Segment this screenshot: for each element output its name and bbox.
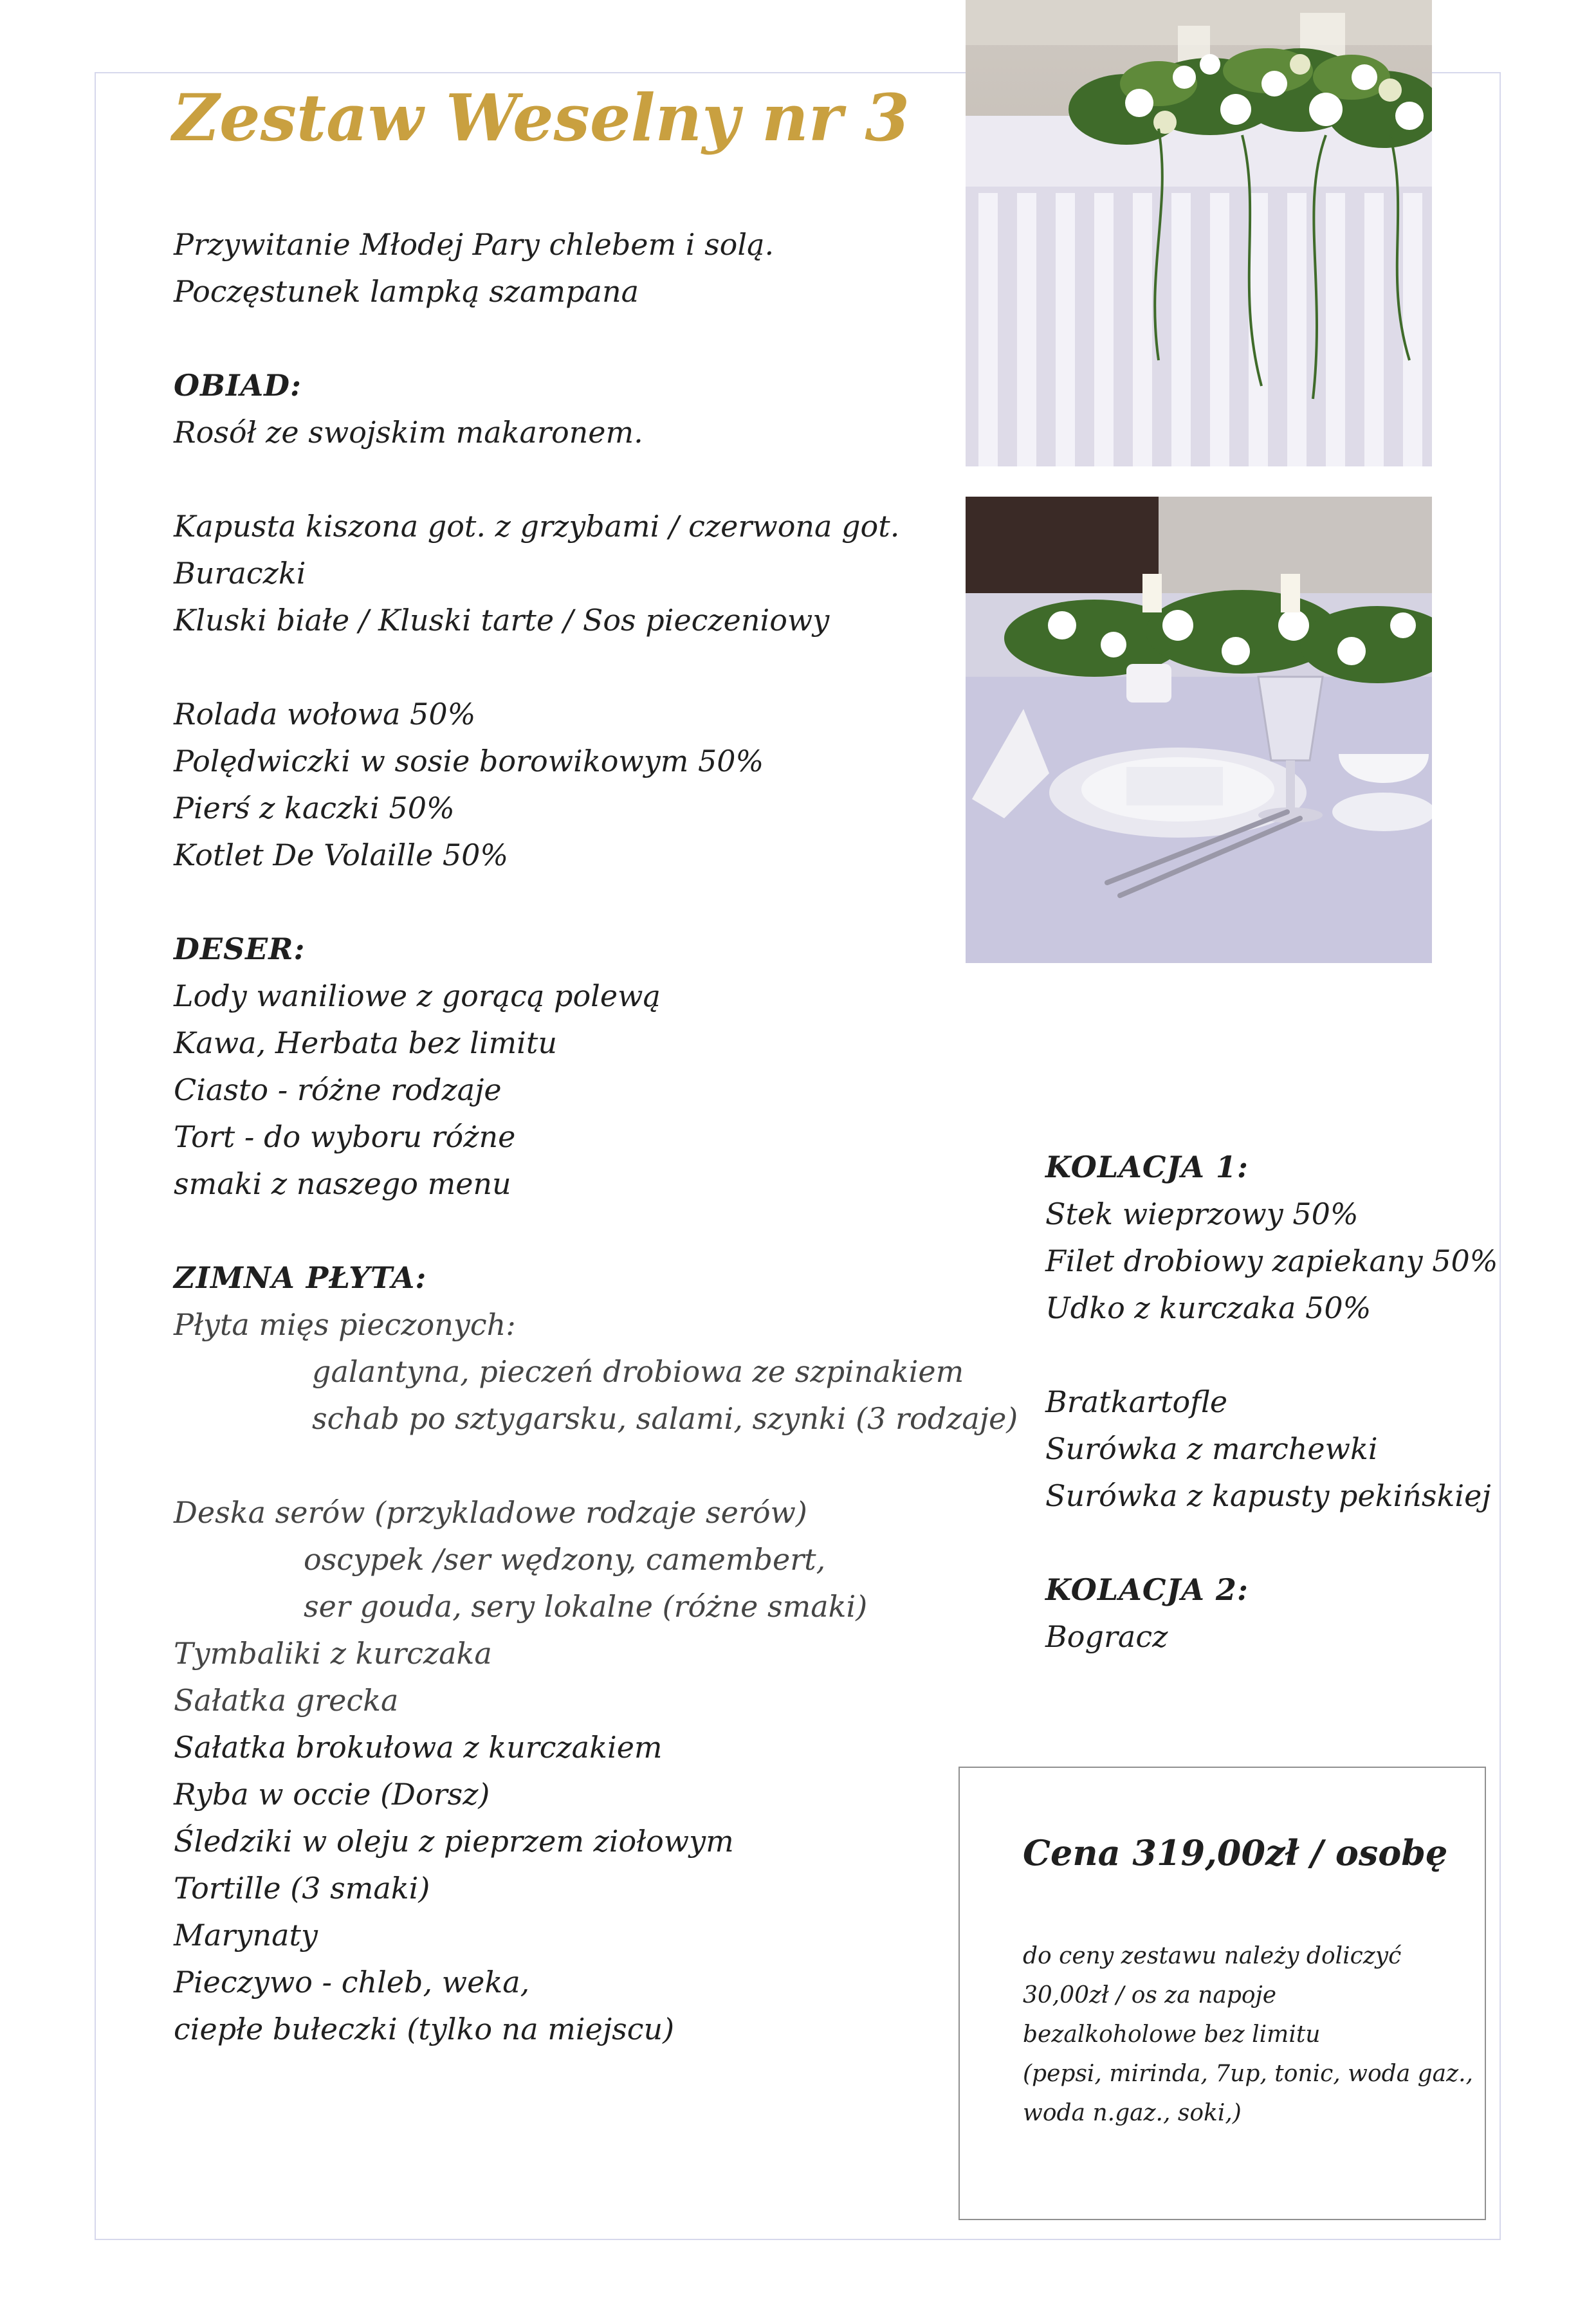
menu-item: Polędwiczki w sosie borowikowym 50% bbox=[174, 744, 764, 778]
table-setting-photo bbox=[966, 497, 1432, 963]
welcome-line: Przywitanie Młodej Pary chlebem i solą. bbox=[174, 227, 775, 262]
menu-item: Tortille (3 smaki) bbox=[174, 1871, 430, 1906]
menu-item: Kawa, Herbata bez limitu bbox=[174, 1025, 557, 1060]
kolacja1-heading: KOLACJA 1: bbox=[1045, 1150, 1249, 1184]
menu-item: Stek wieprzowy 50% bbox=[1045, 1197, 1359, 1231]
price-label: Cena 319,00zł / osobę bbox=[1023, 1832, 1448, 1873]
menu-item: Tymbaliki z kurczaka bbox=[174, 1636, 492, 1671]
menu-item: Buraczki bbox=[174, 556, 306, 591]
menu-item: Bogracz bbox=[1045, 1619, 1168, 1654]
menu-subitem: oscypek /ser wędzony, camembert, bbox=[304, 1542, 826, 1577]
price-note-line: bezalkoholowe bez limitu bbox=[1023, 2021, 1321, 2048]
menu-item: Kapusta kiszona got. z grzybami / czerwona got. bbox=[174, 509, 900, 544]
menu-item: Surówka z kapusty pekińskiej bbox=[1045, 1478, 1491, 1513]
obiad-heading: OBIAD: bbox=[174, 368, 302, 403]
menu-item: Pierś z kaczki 50% bbox=[174, 791, 455, 825]
menu-item: Rosół ze swojskim makaronem. bbox=[174, 415, 643, 450]
menu-subitem: schab po sztygarsku, salami, szynki (3 rodzaje) bbox=[312, 1401, 1018, 1436]
menu-item: Sałatka grecka bbox=[174, 1683, 399, 1718]
price-note-line: 30,00zł / os za napoje bbox=[1023, 1982, 1277, 2008]
menu-item: Udko z kurczaka 50% bbox=[1045, 1291, 1371, 1325]
page-title: Zestaw Weselny nr 3 bbox=[172, 80, 910, 156]
price-note bbox=[1023, 1936, 1473, 2133]
menu-item: Płyta mięs pieczonych: bbox=[174, 1307, 516, 1342]
menu-item: Marynaty bbox=[174, 1918, 318, 1953]
menu-item: Tort - do wyboru różne bbox=[174, 1119, 516, 1154]
menu-item: Śledziki w oleju z pieprzem ziołowym bbox=[174, 1824, 734, 1859]
menu-column bbox=[174, 221, 1018, 2053]
price-note-line: (pepsi, mirinda, 7up, tonic, woda gaz., bbox=[1023, 2061, 1473, 2087]
price-note-line: woda n.gaz., soki,) bbox=[1023, 2100, 1242, 2126]
menu-item: Surówka z marchewki bbox=[1045, 1431, 1378, 1466]
menu-subitem: galantyna, pieczeń drobiowa ze szpinakiem bbox=[312, 1354, 964, 1389]
menu-item: Lody waniliowe z gorącą polewą bbox=[174, 979, 661, 1013]
welcome-line: Poczęstunek lampką szampana bbox=[174, 274, 639, 309]
zimna-plyta-heading: ZIMNA PŁYTA: bbox=[174, 1260, 427, 1295]
menu-item: Sałatka brokułowa z kurczakiem bbox=[174, 1730, 663, 1765]
menu-item: Rolada wołowa 50% bbox=[174, 697, 476, 731]
kolacja-column bbox=[1045, 1144, 1509, 1660]
menu-item: Bratkartofle bbox=[1045, 1384, 1228, 1419]
menu-item: ciepłe bułeczki (tylko na miejscu) bbox=[174, 2012, 675, 2046]
menu-item: Pieczywo - chleb, weka, bbox=[174, 1965, 530, 1999]
price-box bbox=[959, 1767, 1486, 2220]
menu-item: Kotlet De Volaille 50% bbox=[174, 838, 509, 872]
menu-item: Kluski białe / Kluski tarte / Sos pieczeniowy bbox=[174, 603, 830, 638]
menu-item: smaki z naszego menu bbox=[174, 1166, 511, 1201]
menu-item: Ciasto - różne rodzaje bbox=[174, 1072, 502, 1107]
menu-item: Ryba w occie (Dorsz) bbox=[174, 1777, 490, 1812]
price-note-line: do ceny zestawu należy doliczyć bbox=[1023, 1943, 1402, 1969]
table-flowers-photo bbox=[966, 0, 1432, 466]
deser-heading: DESER: bbox=[174, 932, 306, 966]
menu-subitem: ser gouda, sery lokalne (różne smaki) bbox=[304, 1589, 868, 1624]
menu-item: Deska serów (przykladowe rodzaje serów) bbox=[174, 1495, 807, 1530]
menu-item: Filet drobiowy zapiekany 50% bbox=[1045, 1244, 1498, 1278]
kolacja2-heading: KOLACJA 2: bbox=[1045, 1572, 1249, 1607]
